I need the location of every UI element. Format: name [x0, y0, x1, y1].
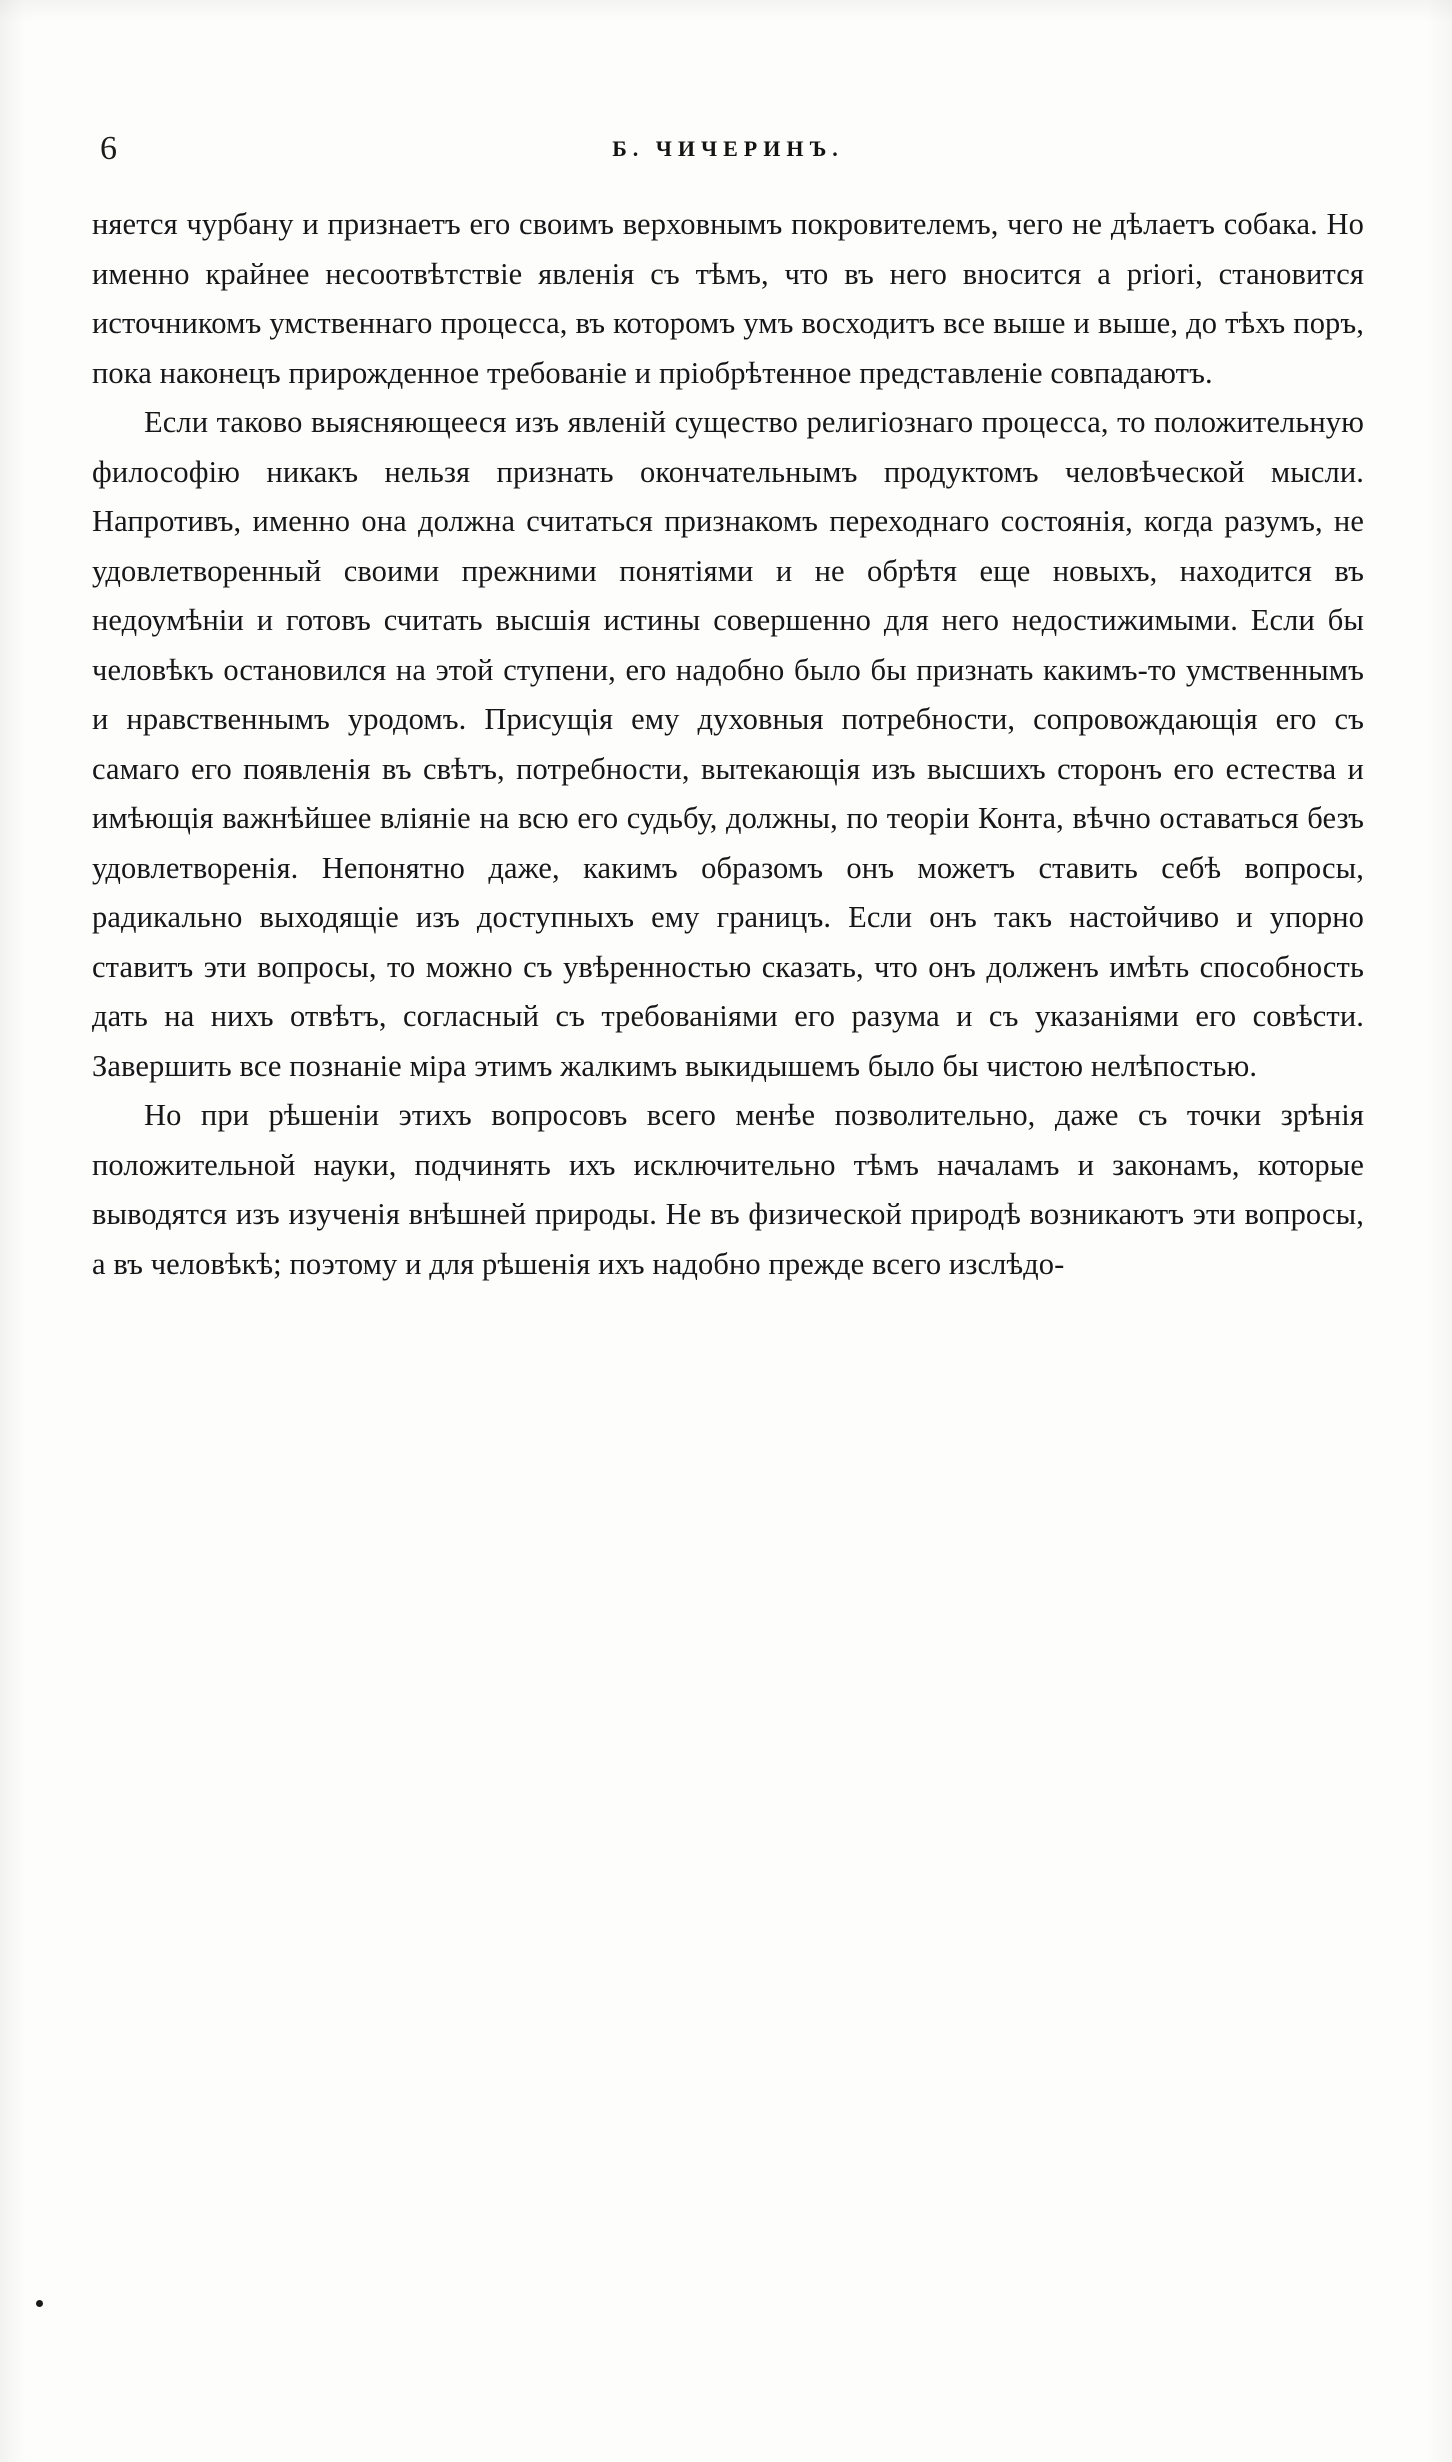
paragraph-2: Если таково выясняющееся изъ явленій существо религіознаго процесса, то положительную философію никакъ нельзя признать окончательнымъ продуктомъ человѣческой мысли. Напротивъ, именно она должна считаться признакомъ переходнаго состоянія, когда разумъ, не удовлетворенный своими прежними понятіями и не обрѣтя еще новыхъ, находится въ недоумѣніи и готовъ считать высшія истины совершенно для него недостижимыми. Если бы человѣкъ остановился на этой ступени, его надобно было бы признать какимъ-то умственнымъ и нравственнымъ уродомъ. Присущія ему духовныя потребности, сопровождающія его съ самаго его появленія въ свѣтъ, потребности, вытекающія изъ высшихъ сторонъ его естества и имѣющія важнѣйшее вліяніе на всю его судьбу, должны, по теоріи Конта, вѣчно оставаться безъ удовлетворенія. Непонятно даже, какимъ образомъ онъ можетъ ставить себѣ вопросы, радикально выходящіе изъ доступныхъ ему границъ. Если онъ такъ настойчиво и упорно ставитъ эти вопросы, то можно съ увѣренностью сказать, что онъ долженъ имѣть способность дать на нихъ отвѣтъ, согласный съ требованіями его разума и съ указаніями его совѣсти. Завершить все познаніе міра этимъ жалкимъ выкидышемъ было бы чистою нелѣпостью.	[92, 405, 1364, 1083]
running-head: Б. ЧИЧЕРИНЪ.	[612, 136, 844, 161]
page-header	[92, 120, 1364, 190]
paragraph-3: Но при рѣшеніи этихъ вопросовъ всего менѣе позволительно, даже съ точки зрѣнія положительной науки, подчинять ихъ исключительно тѣмъ началамъ и законамъ, которые выводятся изъ изученія внѣшней природы. Не въ физической природѣ возникаютъ эти вопросы, а въ человѣкѣ; поэтому и для рѣшенія ихъ надобно прежде всего изслѣдо-	[92, 1098, 1364, 1281]
paragraph-1: няется чурбану и признаетъ его своимъ верховнымъ покровителемъ, чего не дѣлаетъ собака. Но именно крайнее несоотвѣтствіе явленія съ тѣмъ, что въ него вносится a priori, становится источникомъ умственнаго процесса, въ которомъ умъ восходитъ все выше и выше, до тѣхъ поръ, пока наконецъ прирожденное требованіе и пріобрѣтенное представленіе совпадаютъ.	[92, 207, 1364, 390]
page-number: 6	[100, 130, 117, 167]
page-edge-shading-left	[0, 0, 26, 2462]
body-text	[92, 200, 1364, 1289]
page-content	[92, 120, 1364, 1289]
margin-speck	[36, 2300, 43, 2307]
page-edge-shading-top	[0, 0, 1452, 22]
page-edge-shading-right	[1426, 0, 1452, 2462]
